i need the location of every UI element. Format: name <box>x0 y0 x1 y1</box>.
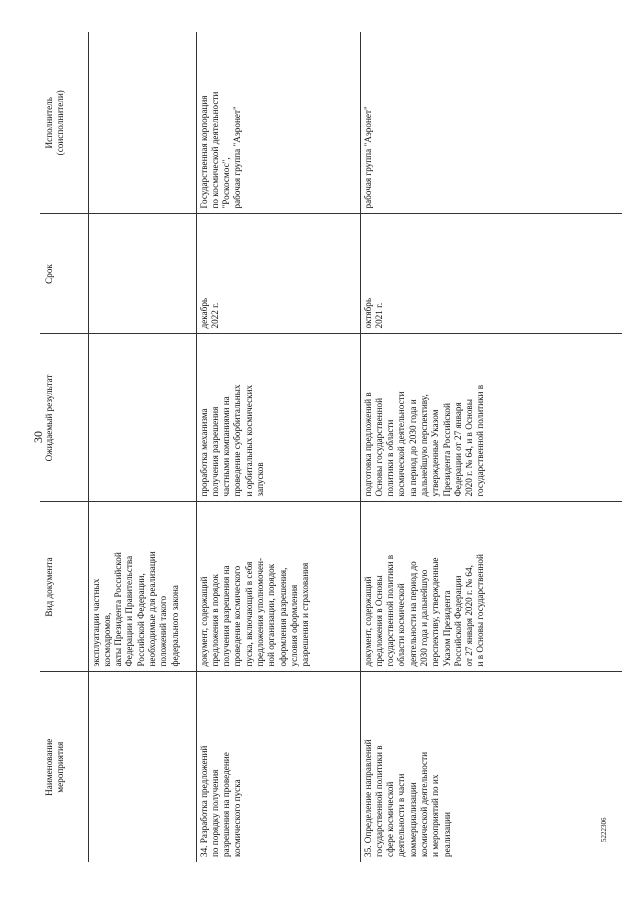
plan-table <box>40 32 622 862</box>
cell-expected-result: проработка механизма получения разрешения частными компаниями на проведение суборбитальных и орбитальных космических запусков <box>196 334 360 502</box>
cell-event-name: 35. Определение направлений государственной политики в сфере космической деятельности в части коммерциализации космической деятельности и мероприятий по их реализации <box>360 672 622 862</box>
cell-term: декабрь 2022 г. <box>196 214 360 334</box>
plan-table-container <box>40 32 622 862</box>
table-row <box>196 32 360 862</box>
table-row-continuation <box>88 32 196 862</box>
table-row <box>360 32 622 862</box>
header-event-name: Наименование мероприятия <box>40 672 88 862</box>
header-document-type: Вид документа <box>40 502 88 672</box>
table-header-row <box>40 32 88 862</box>
cell-expected-result <box>88 334 196 502</box>
header-expected-result: Ожидаемый результат <box>40 334 88 502</box>
cell-document-type: документ, содержащий предложения в порядок получения разрешения на проведение космического пуска, включающий в себя предложения уполномочен- ной организации, порядок оформления разрешения, условия оформления разрешения и страхования <box>196 502 360 672</box>
cell-document-type: эксплуатации частных космодромов, акты Президента Российской Федерации и Правительства Российской Федерации, необходимые для реализации положений такого федерального закона <box>88 502 196 672</box>
cell-event-name <box>88 672 196 862</box>
page-number: 30 <box>31 431 45 443</box>
header-executor: Исполнитель (соисполнители) <box>40 32 88 214</box>
cell-executor <box>88 32 196 214</box>
document-code: 5222306 <box>600 817 608 842</box>
header-term: Срок <box>40 214 88 334</box>
cell-term: октябрь 2021 г. <box>360 214 622 334</box>
cell-executor: рабочая группа "Аэронет" <box>362 106 373 209</box>
cell-document-type: документ, содержащий предложения в Основы государственной политики в области космической деятельности на период до 2030 года и дальнейшую перспективу, утвержденные Указом Президента Российской Федерации от 27 января 2020 г. № 64, и в Основы государственной <box>360 502 622 672</box>
cell-expected-result: подготовка предложений в Основы государственной политики в области космической деятельности на период до 2030 года и дальнейшую перспективу, утвержденные Указом Президента Российской Федерации от 27 января 2020 г. № 64, и в Основы государственной политики в <box>360 334 622 502</box>
cell-event-name: 34. Разработка предложений по порядку получения разрешения на проведение космического пуска <box>196 672 360 862</box>
cell-term <box>88 214 196 334</box>
cell-executor: Государственная корпорация по космической деятельности "Роскосмос", рабочая группа "Аэронет" <box>196 32 360 214</box>
